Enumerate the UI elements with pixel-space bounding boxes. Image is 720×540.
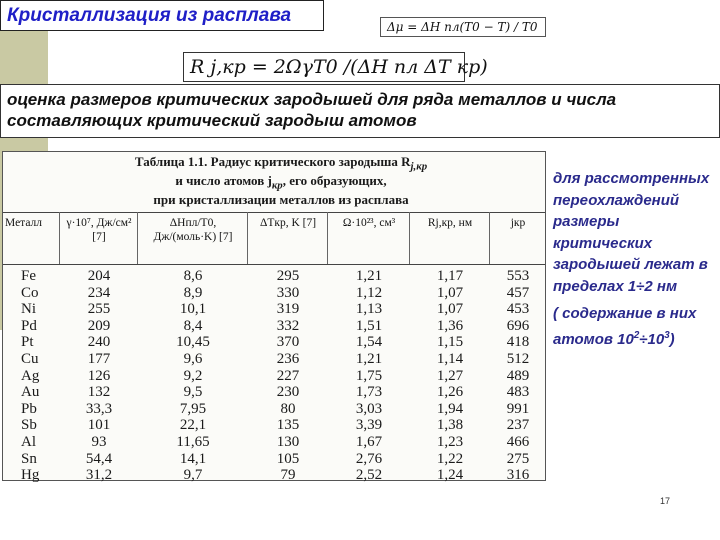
cell-omega: 1,13 (355, 301, 383, 318)
table-row (3, 451, 545, 468)
col-divider (409, 212, 410, 264)
side-note-exp2: 3 (664, 329, 670, 341)
table-row (3, 401, 545, 418)
col-divider (137, 212, 138, 264)
cell-omega: 3,39 (355, 417, 383, 434)
cell-omega: 1,21 (355, 268, 383, 284)
cell-omega: 1,73 (355, 384, 383, 401)
cell-j: 237 (506, 417, 530, 434)
cell-enthalpy: 9,5 (183, 384, 203, 401)
cell-j: 483 (506, 384, 530, 401)
table-row (3, 368, 545, 385)
table-row (3, 301, 545, 318)
page-number: 17 (660, 496, 671, 506)
cell-omega: 2,76 (355, 450, 383, 467)
cell-metal: Fe (21, 268, 36, 284)
caption-line2: и число атомов j (175, 173, 272, 189)
table-row (3, 318, 545, 335)
slide-title: Кристаллизация из расплава (0, 0, 324, 31)
table-row (3, 417, 545, 434)
side-note (553, 168, 717, 350)
cell-radius: 1,07 (436, 301, 464, 318)
cell-enthalpy: 10,1 (179, 301, 207, 318)
side-note-atoms-suffix: ) (669, 330, 675, 348)
table-body (3, 268, 545, 484)
cell-metal: Al (21, 433, 36, 450)
side-note-atoms-prefix: ( содержание в них атомов 10 (553, 305, 697, 348)
cell-enthalpy: 8,6 (183, 268, 203, 284)
cell-delta-t: 80 (280, 400, 296, 417)
col-divider (59, 212, 60, 264)
cell-radius: 1,36 (436, 317, 464, 334)
cell-metal: Cu (21, 350, 39, 367)
cell-j: 489 (506, 367, 530, 384)
cell-radius: 1,17 (436, 268, 464, 284)
cell-j: 512 (506, 350, 530, 367)
cell-omega: 2,52 (355, 467, 383, 484)
cell-gamma: 101 (87, 417, 111, 434)
cell-enthalpy: 22,1 (179, 417, 207, 434)
formula-critical-radius: R j,кр = 2ΩγT0 /(ΔH пл ΔT кр) (183, 52, 465, 82)
cell-enthalpy: 9,7 (183, 467, 203, 484)
cell-gamma: 240 (87, 334, 111, 351)
table-row (3, 334, 545, 351)
cell-omega: 1,67 (355, 433, 383, 450)
cell-omega: 1,75 (355, 367, 383, 384)
cell-metal: Au (21, 384, 40, 401)
cell-delta-t: 230 (276, 384, 300, 401)
table-row (3, 384, 545, 401)
cell-j: 696 (506, 317, 530, 334)
cell-enthalpy: 9,6 (183, 350, 203, 367)
header-delta-t: ΔTкр, K [7] (259, 217, 317, 229)
cell-omega: 1,12 (355, 284, 383, 301)
cell-gamma: 132 (87, 384, 111, 401)
table-row (3, 268, 545, 285)
cell-enthalpy: 8,4 (183, 317, 203, 334)
side-note-atoms-mid: ÷10 (639, 330, 665, 348)
cell-delta-t: 295 (276, 268, 300, 284)
cell-metal: Sn (21, 450, 37, 467)
cell-enthalpy: 7,95 (179, 400, 207, 417)
table-row (3, 434, 545, 451)
cell-radius: 1,26 (436, 384, 464, 401)
cell-gamma: 255 (87, 301, 111, 318)
cell-gamma: 33,3 (85, 400, 113, 417)
side-note-atoms (553, 303, 717, 350)
header-omega: Ω·10²³, см³ (342, 217, 396, 229)
cell-delta-t: 330 (276, 284, 300, 301)
table-caption (111, 155, 451, 208)
cell-metal: Pt (21, 334, 34, 351)
cell-gamma: 204 (87, 268, 111, 284)
cell-omega: 3,03 (355, 400, 383, 417)
cell-enthalpy: 10,45 (176, 334, 210, 351)
cell-delta-t: 319 (276, 301, 300, 318)
cell-j: 453 (506, 301, 530, 318)
cell-enthalpy: 14,1 (179, 450, 207, 467)
cell-j: 418 (506, 334, 530, 351)
table-rule-header (3, 264, 545, 265)
cell-gamma: 54,4 (85, 450, 113, 467)
cell-omega: 1,21 (355, 350, 383, 367)
cell-gamma: 209 (87, 317, 111, 334)
cell-delta-t: 236 (276, 350, 300, 367)
caption-j-subscript: кр (271, 179, 283, 192)
cell-j: 466 (506, 433, 530, 450)
cell-omega: 1,54 (355, 334, 383, 351)
cell-j: 316 (506, 467, 530, 484)
cell-radius: 1,27 (436, 367, 464, 384)
cell-metal: Pb (21, 400, 37, 417)
cell-delta-t: 105 (276, 450, 300, 467)
cell-j: 991 (506, 400, 530, 417)
cell-gamma: 126 (87, 367, 111, 384)
cell-delta-t: 79 (280, 467, 296, 484)
cell-gamma: 234 (87, 284, 111, 301)
table-row (3, 351, 545, 368)
cell-j: 275 (506, 450, 530, 467)
cell-enthalpy: 9,2 (183, 367, 203, 384)
header-enthalpy: ΔHпл/T0, Дж/(моль·K) [7] (153, 217, 233, 243)
cell-radius: 1,24 (436, 467, 464, 484)
caption-after-j: , его образующих, (282, 173, 387, 189)
cell-radius: 1,07 (436, 284, 464, 301)
cell-radius: 1,22 (436, 450, 464, 467)
cell-gamma: 31,2 (85, 467, 113, 484)
table-row (3, 467, 545, 484)
formula-delta-mu: Δμ = ΔH пл(T0 − T) / T0 (380, 17, 546, 37)
cell-gamma: 93 (91, 433, 107, 450)
cell-enthalpy: 8,9 (183, 284, 203, 301)
cell-j: 553 (506, 268, 530, 284)
cell-radius: 1,14 (436, 350, 464, 367)
cell-radius: 1,15 (436, 334, 464, 351)
side-note-exp1: 2 (633, 329, 640, 341)
caption-line3: при кристаллизации металлов из расплава (153, 192, 409, 208)
data-table (2, 151, 546, 484)
col-divider (489, 212, 490, 264)
header-radius: Rj,кр, нм (427, 217, 473, 229)
header-gamma: γ·10⁷, Дж/см² [7] (66, 217, 132, 243)
header-metal: Металл (5, 217, 43, 229)
cell-radius: 1,23 (436, 433, 464, 450)
cell-metal: Hg (21, 467, 40, 484)
cell-delta-t: 135 (276, 417, 300, 434)
cell-j: 457 (506, 284, 530, 301)
description-text: оценка размеров критических зародышей для ряда металлов и числа составляющих критический зародыш атомов (0, 84, 720, 138)
cell-delta-t: 130 (276, 433, 300, 450)
cell-enthalpy: 11,65 (176, 433, 210, 450)
header-j: jкр (510, 217, 526, 229)
cell-delta-t: 332 (276, 317, 300, 334)
cell-delta-t: 370 (276, 334, 300, 351)
cell-metal: Pd (21, 317, 37, 334)
cell-omega: 1,51 (355, 317, 383, 334)
cell-metal: Sb (21, 417, 37, 434)
cell-metal: Co (21, 284, 39, 301)
cell-radius: 1,94 (436, 400, 464, 417)
cell-radius: 1,38 (436, 417, 464, 434)
col-divider (247, 212, 248, 264)
table-rule-top (3, 212, 545, 213)
cell-metal: Ni (21, 301, 36, 318)
table-row (3, 285, 545, 302)
cell-gamma: 177 (87, 350, 111, 367)
col-divider (327, 212, 328, 264)
cell-metal: Ag (21, 367, 40, 384)
caption-r-subscript: j,кр (410, 160, 428, 173)
caption-line1: Таблица 1.1. Радиус критического зародыша R (134, 154, 411, 169)
side-note-main: для рассмотренных переохлаждений размеры критических зародышей лежат в пределах 1÷2 нм (553, 170, 710, 295)
cell-delta-t: 227 (276, 367, 300, 384)
